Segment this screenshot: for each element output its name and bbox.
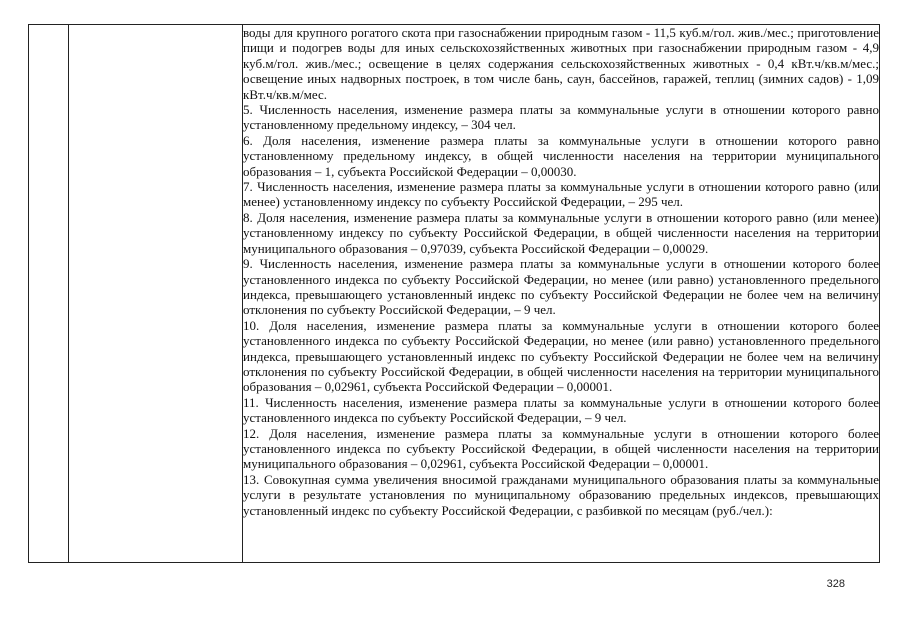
paragraph-item-12: 12. Доля населения, изменение размера платы за коммунальные услуги в отношении которого более установленного индекса по субъекту Российской Федерации, в общей численности населения на территории муниципального образования – 0,02961, субъекта Российской Федерации – 0,00001. <box>243 425 879 472</box>
table-row <box>29 25 880 563</box>
table-cell-number <box>29 25 69 563</box>
paragraph-item-5: 5. Численность населения, изменение размера платы за коммунальные услуги в отношении которого равно установленному предельному индексу, – 304 чел. <box>243 102 879 133</box>
paragraph-item-6: 6. Доля населения, изменение размера платы за коммунальные услуги в отношении которого равно установленному предельному индексу, в общей численности населения на территории муниципального образования – 1, субъекта Российской Федерации – 0,00030. <box>243 132 879 179</box>
paragraph-continuation: воды для крупного рогатого скота при газоснабжении природным газом - 11,5 куб.м/гол. жив./мес.; приготовление пищи и подогрев воды для иных сельскохозяйственных животных при газоснабжении природным газом - 4,9 куб.м/гол. жив./мес.; освещение в целях содержания сельскохозяйственных животных - 0,4 кВт.ч/кв.м/мес.; освещение иных надворных построек, в том числе бань, саун, бассейнов, гаражей, теплиц (зимних садов) - 1,09 кВт.ч/кв.м/мес. <box>243 25 879 102</box>
paragraph-item-10: 10. Доля населения, изменение размера платы за коммунальные услуги в отношении которого более установленного индекса по субъекту Российской Федерации, но менее (или равно) установленного предельного индекса, превышающего установленный индекс по субъекту Российской Федерации не более чем на величину отклонения по субъекту Российской Федерации, в общей численности населения на территории муниципального образования – 0,02961, субъекта Российской Федерации – 0,00001. <box>243 317 879 395</box>
paragraph-item-8: 8. Доля населения, изменение размера платы за коммунальные услуги в отношении которого равно (или менее) установленному индексу по субъекту Российской Федерации, в общей численности населения на территории муниципального образования – 0,97039, субъекта Российской Федерации – 0,00029. <box>243 209 879 256</box>
paragraph-item-11: 11. Численность населения, изменение размера платы за коммунальные услуги в отношении которого более установленного индекса по субъекту Российской Федерации, – 9 чел. <box>243 394 879 426</box>
document-table <box>28 24 880 563</box>
paragraph-item-13: 13. Совокупная сумма увеличения вносимой гражданами муниципального образования платы за коммунальные услуги в результате установления по муниципальному образованию предельных индексов, превышающих установленный индекс по субъекту Российской Федерации, с разбивкой по месяцам (руб./чел.): <box>243 471 879 518</box>
table-cell-title <box>69 25 243 563</box>
paragraph-item-7: 7. Численность населения, изменение размера платы за коммунальные услуги в отношении которого равно (или менее) установленному индексу по субъекту Российской Федерации, – 295 чел. <box>243 179 879 210</box>
paragraph-item-9: 9. Численность населения, изменение размера платы за коммунальные услуги в отношении которого более установленного индекса по субъекту Российской Федерации, но менее (или равно) установленного предельного индекса, превышающего установленный индекс по субъекту Российской Федерации не более чем на величину отклонения по субъекту Российской Федерации, – 9 чел. <box>243 256 879 318</box>
page-number: 328 <box>826 578 845 590</box>
table-cell-content <box>243 25 880 563</box>
